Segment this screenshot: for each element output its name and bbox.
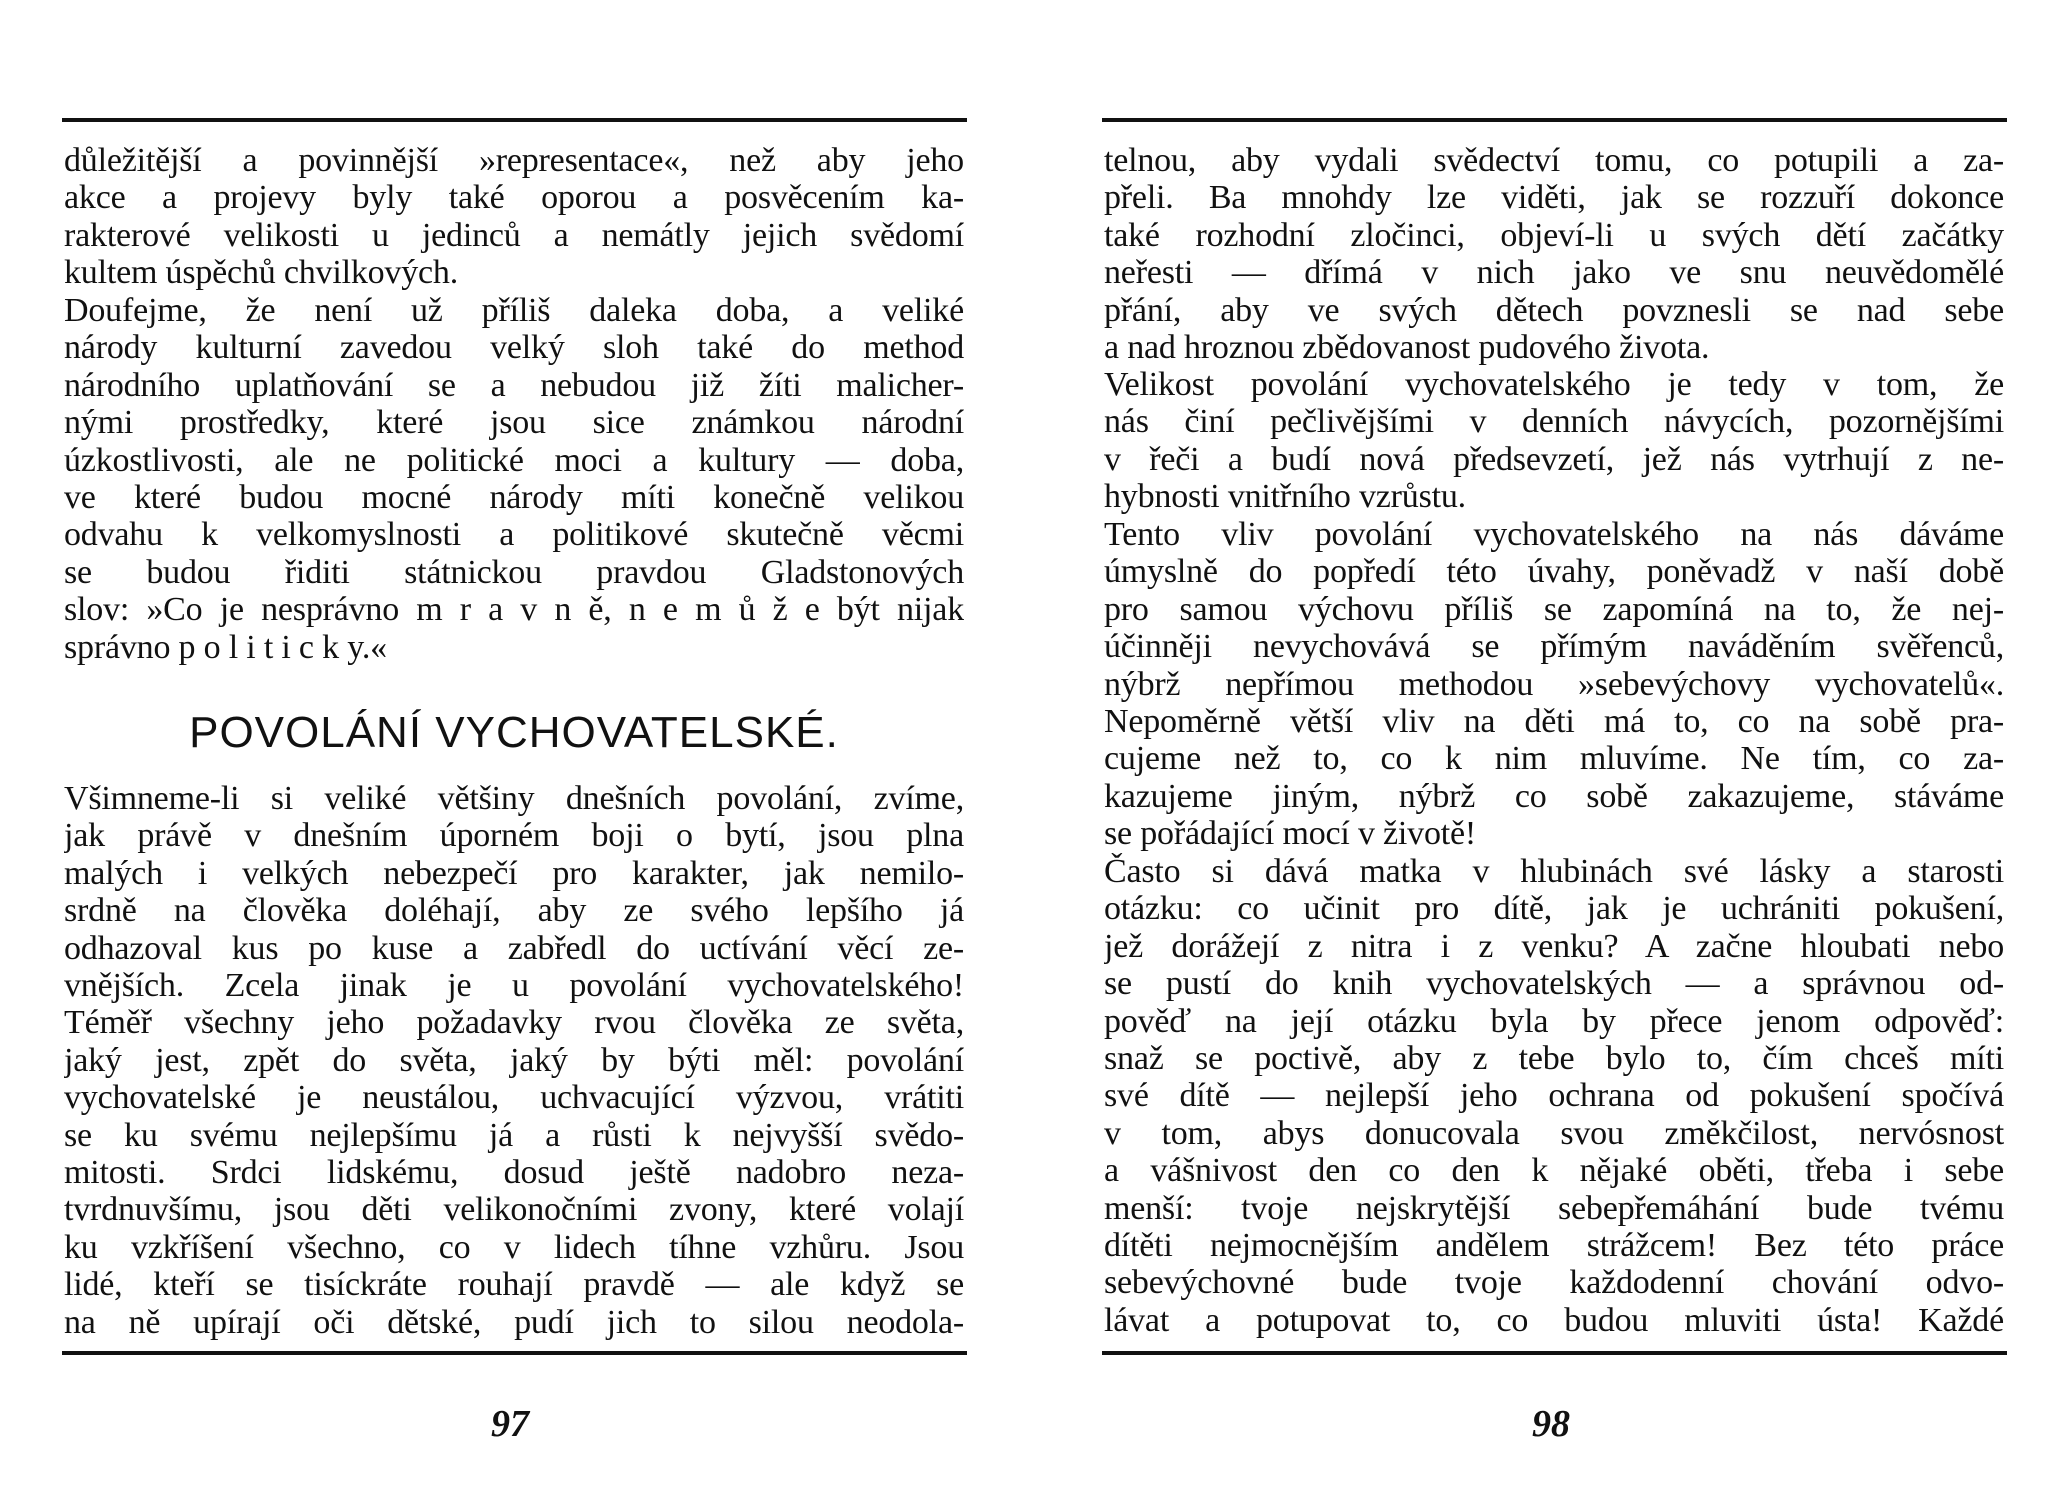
text-line: Nepoměrně větší vliv na děti má to, co na sobě pra- (1104, 703, 2004, 741)
text-line: a vášnivost den co den k nějaké oběti, třeba i sebe (1104, 1152, 2004, 1190)
text-line: nými prostředky, které jsou sice známkou národní (64, 404, 964, 442)
text-line: hybnosti vnitřního vzrůstu. (1104, 478, 1466, 516)
text-line: akce a projevy byly také oporou a posvěcením ka- (64, 179, 964, 217)
text-line: rakterové velikosti u jedinců a nemátly jejich svědomí (64, 216, 964, 254)
bottom-rule (62, 1351, 967, 1355)
text-line: důležitější a povinnější »representace«, než aby jeho (64, 142, 964, 179)
text-line: odhazoval kus po kuse a zabředl do uctívání věcí ze- (64, 929, 964, 967)
text-line: kazujeme jiným, nýbrž co sobě zakazujeme, stáváme (1104, 777, 2004, 815)
text-line: kultem úspěchů chvilkových. (64, 254, 459, 292)
text-line: malých i velkých nebezpečí pro karakter, jak nemilo- (64, 854, 964, 892)
top-rule (1102, 118, 2007, 122)
text-line: slov: »Co je nesprávno m r a v n ě, n e m ů ž e být nijak (64, 591, 964, 629)
text-line: Tento vliv povolání vychovatelského na nás dáváme (1104, 516, 2004, 553)
section-heading: POVOLÁNÍ VYCHOVATELSKÉ. (189, 708, 839, 757)
text-line: účinněji nevychovává se přímým naváděním svěřenců, (1104, 628, 2004, 666)
text-line: ku vzkříšení všechno, co v lidech tíhne vzhůru. Jsou (64, 1228, 964, 1266)
right-paragraph-1 (1104, 142, 2004, 366)
text-line: v tom, abys donucovala svou změkčilost, nervósnost (1104, 1114, 2004, 1152)
text-line: národního uplatňování se a nebudou již žíti malicher- (64, 366, 964, 404)
text-line: nás činí pečlivějšími v denních návycích, pozornějšími (1104, 403, 2004, 441)
text-line: správno p o l i t i c k y.« (64, 628, 387, 666)
text-line: jak právě v dnešním úporném boji o bytí, jsou plna (64, 817, 964, 855)
text-line: lávat a potupovat to, co budou mluviti ústa! Každé (1104, 1301, 2004, 1339)
text-line: jež dorážejí z nitra i z venku? A začne hloubati nebo (1104, 927, 2004, 965)
text-line: lidé, kteří se tisíckráte rouhají pravdě — ale když se (64, 1266, 964, 1304)
page-number: 98 (1532, 1403, 1570, 1445)
text-line: menší: tvoje nejskrytější sebepřemáhání bude tvému (1104, 1189, 2004, 1227)
text-line: své dítě — nejlepší jeho ochrana od pokušení spočívá (1104, 1077, 2004, 1115)
text-line: úmyslně do popředí této úvahy, poněvadž v naší době (1104, 553, 2004, 591)
text-line: se ku svému nejlepšímu já a růsti k nejvyšší svědo- (64, 1116, 964, 1154)
text-line: odvahu k velkomyslnosti a politikové skutečně věcmi (64, 516, 964, 554)
page-number: 97 (491, 1403, 529, 1445)
text-line: srdně na člověka doléhají, aby ze svého lepšího já (64, 892, 964, 930)
right-paragraph-3 (1104, 516, 2004, 853)
top-rule (62, 118, 967, 122)
text-line: dítěti nejmocnějším andělem strážcem! Bez této práce (1104, 1227, 2004, 1265)
text-line: úzkostlivosti, ale ne politické moci a kultury — doba, (64, 441, 964, 479)
text-line: Všimneme-li si veliké většiny dnešních povolání, zvíme, (64, 780, 964, 817)
text-line: otázku: co učinit pro dítě, jak je uchrániti pokušení, (1104, 890, 2004, 928)
text-line: cujeme než to, co k nim mluvíme. Ne tím, co za- (1104, 740, 2004, 778)
text-line: sebevýchovné bude tvoje každodenní chování odvo- (1104, 1264, 2004, 1302)
text-line: v řeči a budí nová předsevzetí, jež nás vytrhují z ne- (1104, 440, 2004, 478)
right-page (1027, 0, 2054, 1500)
text-line: pro samou výchovu příliš se zapomíná na to, že nej- (1104, 590, 2004, 628)
text-line: národy kulturní zavedou velký sloh také do method (64, 329, 964, 367)
text-line: jaký jest, zpět do světa, jaký by býti měl: povolání (64, 1041, 964, 1079)
text-line: také rozhodní zločinci, objeví-li u svých dětí začátky (1104, 216, 2004, 254)
text-line: přeli. Ba mnohdy lze viděti, jak se rozzuří dokonce (1104, 179, 2004, 217)
text-line: Často si dává matka v hlubinách své lásky a starosti (1104, 853, 2004, 890)
right-paragraph-2 (1104, 366, 2004, 516)
text-line: na ně upírají oči dětské, pudí jich to silou neodola- (64, 1303, 964, 1341)
text-line: telnou, aby vydali svědectví tomu, co potupili a za- (1104, 142, 2004, 179)
left-paragraph-3 (64, 780, 964, 1341)
right-paragraph-4 (1104, 853, 2004, 1339)
text-line: Velikost povolání vychovatelského je tedy v tom, že (1104, 366, 2004, 403)
text-line: mitosti. Srdci lidskému, dosud ještě nadobro neza- (64, 1154, 964, 1192)
left-paragraph-1 (64, 142, 964, 292)
text-line: nýbrž nepřímou methodou »sebevýchovy vychovatelů«. (1104, 665, 2004, 703)
text-line: vychovatelské je neustálou, uchvacující výzvou, vrátiti (64, 1079, 964, 1117)
text-line: Doufejme, že není už příliš daleka doba, a veliké (64, 292, 964, 329)
text-line: se pořádající mocí v životě! (1104, 815, 1477, 853)
text-line: vnějších. Zcela jinak je u povolání vychovatelského! (64, 967, 964, 1005)
text-line: snaž se poctivě, aby z tebe bylo to, čím chceš míti (1104, 1040, 2004, 1078)
text-line: tvrdnuvšímu, jsou děti velikonočními zvony, které volají (64, 1191, 964, 1229)
text-line: přání, aby ve svých dětech povznesli se nad sebe (1104, 291, 2004, 329)
text-line: a nad hroznou zbědovanost pudového života. (1104, 329, 1710, 367)
left-paragraph-2 (64, 292, 964, 666)
text-line: neřesti — dřímá v nich jako ve snu neuvědomělé (1104, 254, 2004, 292)
text-line: pověď na její otázku byla by přece jenom odpověď: (1104, 1002, 2004, 1040)
text-line: ve které budou mocné národy míti konečně velikou (64, 479, 964, 517)
text-line: se budou řiditi státnickou pravdou Gladstonových (64, 553, 964, 591)
text-line: Téměř všechny jeho požadavky rvou člověka ze světa, (64, 1004, 964, 1042)
bottom-rule (1102, 1351, 2007, 1355)
text-line: se pustí do knih vychovatelských — a správnou od- (1104, 965, 2004, 1003)
